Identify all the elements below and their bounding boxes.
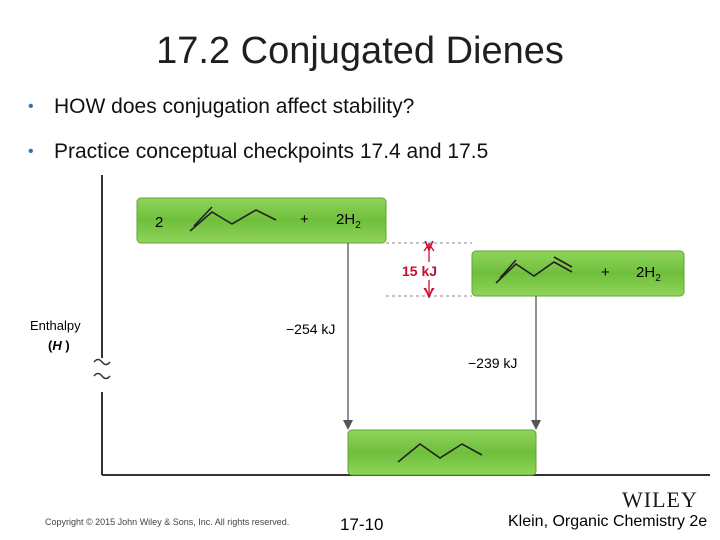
- axis-break-icon: [94, 374, 110, 379]
- y-axis: [94, 175, 110, 475]
- top-energy-level: [137, 198, 386, 243]
- copyright-text: Copyright © 2015 John Wiley & Sons, Inc. All rights reserved.: [45, 517, 290, 527]
- left-delta-label: −254 kJ: [286, 321, 336, 337]
- energy-gap-arrow: [402, 244, 437, 295]
- right-delta-label: −239 kJ: [468, 355, 518, 371]
- coefficient-label: 2: [155, 214, 164, 231]
- page-number: 17-10: [340, 515, 384, 534]
- plus-sign: +: [300, 211, 309, 228]
- plus-sign: +: [601, 264, 610, 281]
- slide-title: 17.2 Conjugated Dienes: [156, 30, 564, 72]
- hydrogen-label: $2H_2$: [636, 264, 661, 284]
- wiley-logo: WILEY: [622, 487, 698, 512]
- bullet-icon: •: [28, 98, 34, 115]
- axis-break-icon: [94, 360, 110, 365]
- middle-energy-level: [472, 251, 684, 296]
- bullet-text: HOW does conjugation affect stability?: [54, 95, 415, 118]
- hydrogen-label: $2H_2$: [336, 211, 361, 231]
- bullet-icon: •: [28, 143, 34, 160]
- energy-gap-label: 15 kJ: [402, 263, 438, 279]
- book-title: Klein, Organic Chemistry 2e: [508, 513, 708, 530]
- bottom-energy-level: [348, 430, 536, 475]
- left-enthalpy-arrow: [286, 243, 353, 430]
- y-axis-symbol: (H ): [48, 338, 70, 353]
- right-enthalpy-arrow: [468, 296, 541, 430]
- y-axis-label: Enthalpy: [30, 318, 81, 333]
- bullet-text: Practice conceptual checkpoints 17.4 and 17.5: [54, 140, 489, 163]
